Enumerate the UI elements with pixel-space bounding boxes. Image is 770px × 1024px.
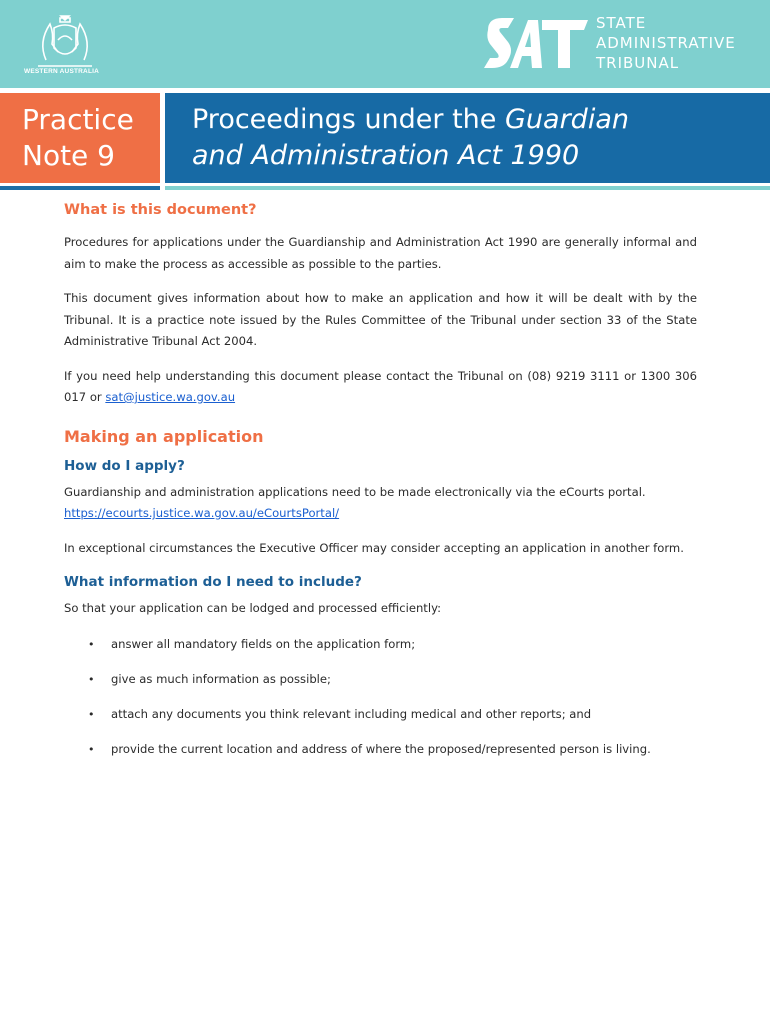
title-underline [165,186,770,190]
logo-line-state: STATE [596,14,647,32]
how-apply-text: Guardianship and administration applications need to be made electronically via the eCourts portal. [64,484,646,499]
list-item: • answer all mandatory fields on the application form; [64,634,697,655]
document-body [64,202,697,760]
list-item: • provide the current location and address of where the proposed/represented person is living. [64,739,697,760]
practice-note-underline [0,186,160,190]
sat-logo-mark [484,16,590,74]
title-part1: Proceedings under the [192,104,505,135]
ecourts-portal-link[interactable]: https://ecourts.justice.wa.gov.au/eCourtsPortal/ [64,506,340,520]
paragraph-info-intro: So that your application can be lodged and processed efficiently: [64,601,441,615]
heading-what-info: What information do I need to include? [64,574,362,590]
heading-what-is: What is this document? [64,202,257,218]
heading-making-application: Making an application [64,426,264,446]
bullet-icon: • [88,672,95,686]
bullet-icon: • [88,707,95,721]
bullet-icon: • [88,637,95,651]
heading-how-apply: How do I apply? [64,457,185,474]
practice-note-label [22,102,134,174]
paragraph-contact [64,366,697,409]
paragraph-exceptional: In exceptional circumstances the Executive Officer may consider accepting an application in another form. [64,540,684,555]
document-title [192,102,629,174]
requirements-list [64,634,697,760]
paragraph-how-apply [64,482,697,525]
practice-note-line2: Note 9 [22,139,115,172]
contact-text: If you need help understanding this document please contact the Tribunal on (08) 9219 3111 or 1300 306 017 or [64,368,697,404]
practice-note-line1: Practice [22,103,134,136]
logo-line-tribunal: TRIBUNAL [596,54,680,72]
list-item: • give as much information as possible; [64,669,697,690]
list-item: • attach any documents you think relevant including medical and other reports; and [64,704,697,725]
paragraph-about: This document gives information about how to make an application and how it will be dealt with by the Tribunal. It is a practice note issued by the Rules Committee of the Tribunal under section 33 of the State Administrative Tribunal Act 2004. [64,291,697,348]
sat-logo-text [596,13,736,73]
title-part2: and Administration Act 1990 [192,140,580,171]
logo-line-administrative: ADMINISTRATIVE [596,34,736,52]
wa-coat-of-arms-icon [24,10,106,76]
title-part1-italic: Guardian [505,104,629,135]
bullet-icon: • [88,742,95,756]
email-link[interactable]: sat@justice.wa.gov.au [105,390,236,404]
paragraph-intro: Procedures for applications under the Guardianship and Administration Act 1990 are generally informal and aim to make the process as accessible as possible to the parties. [64,235,697,271]
crest-label: WESTERN AUSTRALIA [24,68,100,75]
